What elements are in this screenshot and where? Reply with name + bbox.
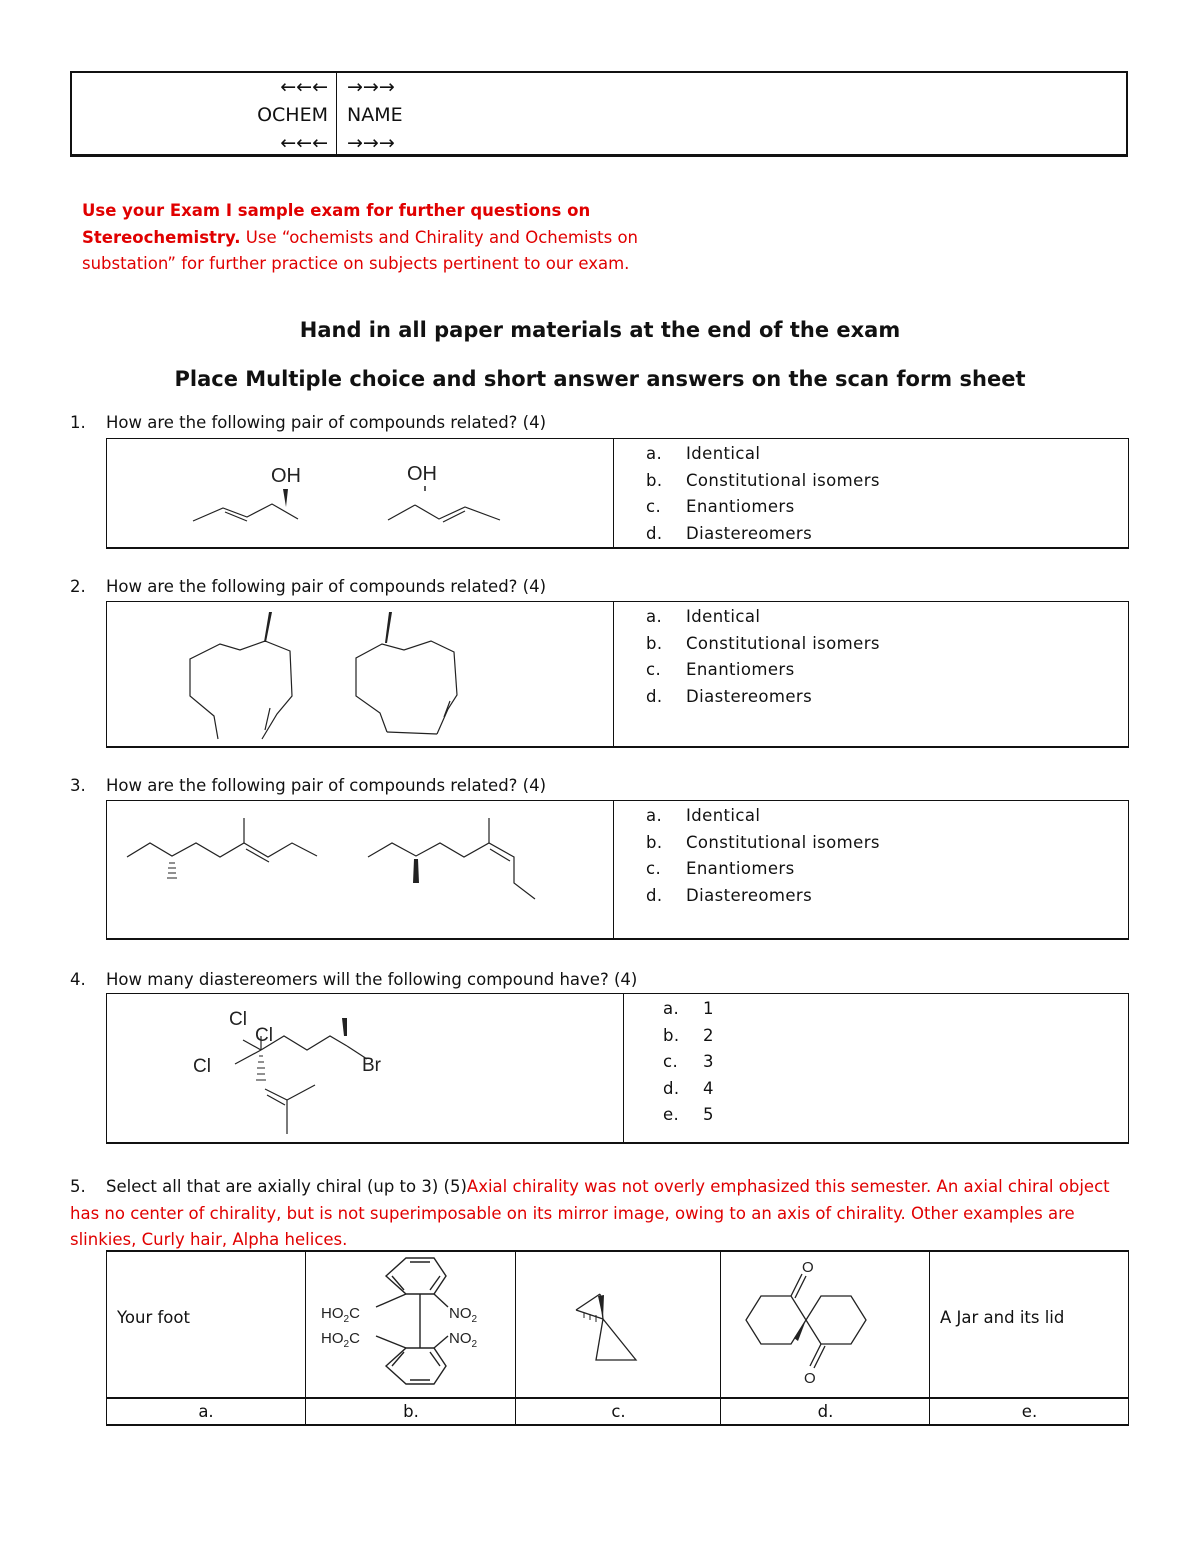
question-1-box: [106, 438, 1129, 549]
option-e-text: A Jar and its lid: [940, 1308, 1065, 1327]
ho2c-label-bottom: $HO_2C$: [321, 1330, 360, 1350]
q2-ring-2-bridge: [387, 732, 437, 734]
ho2c-label-top: $HO_2C$: [321, 1305, 360, 1325]
q4-alkene-methyl: [287, 1085, 315, 1100]
option-a-cell[interactable]: [106, 1250, 306, 1398]
header-right-arrows-top: →→→: [347, 76, 395, 98]
option-c-label[interactable]: c.: [515, 1398, 721, 1426]
option-a-label[interactable]: a.: [198, 1402, 214, 1421]
header-box: [70, 71, 1128, 157]
q3-structures: [122, 813, 562, 913]
question-text: How are the following pair of compounds related? (4): [106, 413, 547, 432]
question-number: 2.: [70, 577, 86, 596]
q1-structures: [187, 447, 517, 542]
q1-choice-a[interactable]: a. Identical: [646, 444, 761, 463]
q2-choices: [646, 604, 880, 710]
q2-structures: [182, 612, 482, 742]
spiro-cyclopropane-structure: [556, 1280, 646, 1370]
question-number: 1.: [70, 413, 86, 432]
column-divider: [613, 439, 614, 547]
option-d-cell[interactable]: [720, 1250, 930, 1398]
q1-choices: [646, 441, 880, 547]
option-e-label[interactable]: e.: [929, 1398, 1129, 1426]
study-notice-bold: Use your Exam I sample exam for further questions on Stereochemistry.: [82, 201, 591, 247]
q4-cl-label-top: Cl: [229, 1009, 247, 1030]
q4-structure: [187, 1004, 427, 1142]
instruction-title-2: Place Multiple choice and short answer answers on the scan form sheet: [174, 367, 1026, 391]
q4-cl-label-mid: Cl: [255, 1025, 273, 1046]
q4-choice-c[interactable]: c. 3: [663, 1052, 714, 1071]
question-5-table: [106, 1250, 1129, 1426]
option-d-label[interactable]: d.: [720, 1398, 930, 1426]
q3-wedge-bond-2: [413, 859, 419, 883]
no2-label-top: $NO_2$: [449, 1305, 478, 1325]
instruction-title-1: Hand in all paper materials at the end of the exam: [299, 318, 901, 342]
header-right: [347, 73, 403, 157]
q3-choice-c[interactable]: c. Enantiomers: [646, 859, 795, 878]
q4-choices: [663, 996, 714, 1129]
q4-bond-cl-left: [235, 1050, 261, 1064]
q2-choice-a[interactable]: a. Identical: [646, 607, 761, 626]
q2-wedge-1: [264, 612, 272, 642]
ketone-o-bottom: O: [804, 1370, 816, 1387]
question-3: [70, 776, 546, 795]
biphenyl-top-ring: [386, 1258, 446, 1294]
q2-choice-c[interactable]: c. Enantiomers: [646, 660, 795, 679]
q4-wedge-bond: [342, 1018, 347, 1036]
question-4-box: [106, 993, 1129, 1144]
q3-choice-d[interactable]: d. Diastereomers: [646, 885, 813, 905]
question-text: How are the following pair of compounds related? (4): [106, 577, 547, 596]
axial-chirality-note: Axial chirality was not overly emphasized this semester. An axial chiral object has no center of chirality, but is not superimposable on its mirror image, owing to an axis of chirality. Other examples are slinkies, Curly hair, Alpha helices.: [70, 1177, 1110, 1249]
option-c-cell[interactable]: [515, 1250, 721, 1398]
question-4: [70, 970, 637, 989]
q3-choices: [646, 803, 880, 909]
q1-molecule-2-chain-b: [415, 505, 500, 520]
q1-oh-label-1: OH: [271, 465, 301, 487]
q3-molecule-2-double-bond: [490, 849, 510, 861]
question-number: 5.: [70, 1177, 86, 1196]
q4-choice-d[interactable]: d. 4: [663, 1078, 714, 1098]
study-notice: [82, 198, 642, 278]
column-divider: [623, 994, 624, 1142]
q3-choice-b[interactable]: b. Constitutional isomers: [646, 832, 880, 852]
header-left-arrows-bottom: ←←←: [280, 132, 328, 154]
q1-choice-b[interactable]: b. Constitutional isomers: [646, 470, 880, 490]
question-3-box: [106, 800, 1129, 940]
study-notice-rest: Use “ochemists and Chirality and Ochemists on substation” for further practice on subjects pertinent to our exam.: [82, 227, 639, 273]
q1-oh-label-2: OH: [407, 463, 437, 485]
question-number: 3.: [70, 776, 86, 795]
d-wedge-bond: [794, 1320, 806, 1341]
q3-molecule-2-chain: [368, 843, 535, 899]
q2-ring-2-double-bond: [444, 701, 450, 717]
ketone-o-top: O: [802, 1259, 814, 1276]
no2-label-bottom: $NO_2$: [449, 1330, 478, 1350]
question-1: [70, 413, 546, 432]
q4-choice-e[interactable]: e. 5: [663, 1105, 714, 1124]
c-dash-bond: [584, 1313, 596, 1322]
q3-dash-bond-1: [167, 863, 177, 878]
header-left-arrows-top: ←←←: [280, 76, 328, 98]
question-text: Select all that are axially chiral (up to 3) (5): [106, 1177, 467, 1196]
course-label: OCHEM: [257, 104, 328, 126]
q3-choice-a[interactable]: a. Identical: [646, 806, 761, 825]
q2-wedge-2: [385, 612, 392, 643]
name-label[interactable]: NAME: [347, 104, 403, 126]
question-text: How many diastereomers will the following compound have? (4): [106, 970, 638, 989]
column-divider: [613, 602, 614, 746]
q4-choice-b[interactable]: b. 2: [663, 1025, 714, 1045]
spiro-right-ring: [806, 1296, 866, 1344]
q4-main-chain: [261, 1036, 347, 1050]
header-left: [72, 73, 337, 154]
q3-molecule-1-chain: [127, 843, 317, 857]
question-text: How are the following pair of compounds related? (4): [106, 776, 547, 795]
spiro-dione-structure: [736, 1252, 876, 1392]
biphenyl-bottom-ring: [386, 1348, 446, 1384]
question-2: [70, 577, 546, 596]
q1-molecule-1-wedge-bond: [283, 489, 288, 507]
q4-br-label: Br: [362, 1055, 381, 1076]
question-number: 4.: [70, 970, 86, 989]
column-divider: [613, 801, 614, 938]
q2-ring-1: [190, 641, 292, 739]
q2-choice-d[interactable]: d. Diastereomers: [646, 686, 813, 706]
q4-cl-label-left: Cl: [193, 1056, 211, 1077]
question-5: [70, 1174, 1130, 1254]
q1-choice-d[interactable]: d. Diastereomers: [646, 523, 813, 543]
q1-choice-c[interactable]: c. Enantiomers: [646, 497, 795, 516]
c-wedge-bond: [598, 1295, 604, 1319]
option-b-label[interactable]: b.: [305, 1398, 516, 1426]
biphenyl-structure: [316, 1252, 516, 1396]
q4-choice-a[interactable]: a. 1: [663, 999, 714, 1018]
lower-cyclopropane: [596, 1319, 636, 1360]
q2-choice-b[interactable]: b. Constitutional isomers: [646, 633, 880, 653]
option-a-text: Your foot: [117, 1308, 190, 1327]
q2-ring-2: [356, 641, 457, 734]
q4-alkene-double-bond: [267, 1095, 285, 1105]
q1-molecule-2-chain-a: [388, 505, 415, 520]
q4-dash-bond: [256, 1056, 266, 1080]
question-2-box: [106, 601, 1129, 748]
header-right-arrows-bottom: →→→: [347, 132, 395, 154]
option-e-cell[interactable]: [929, 1250, 1129, 1398]
option-b-cell[interactable]: [305, 1250, 516, 1398]
q1-molecule-1-chain: [193, 504, 298, 521]
